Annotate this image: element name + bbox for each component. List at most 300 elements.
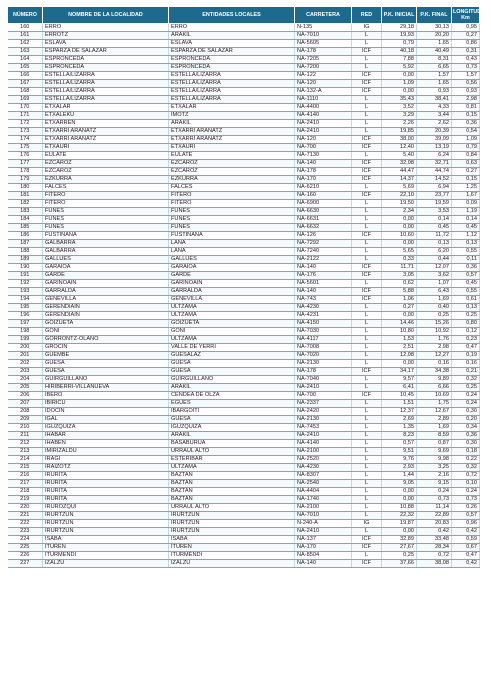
cell-carretera: NA-6900 — [295, 200, 352, 208]
cell-pk-inicial: 1,44 — [382, 472, 417, 480]
cell-pk-inicial: 0,00 — [382, 224, 417, 232]
cell-entidades: IRURTZUN — [169, 528, 295, 536]
cell-pk-final: 6,43 — [417, 288, 452, 296]
cell-pk-final: 9,69 — [417, 448, 452, 456]
cell-localidad: IHABAR — [43, 432, 169, 440]
cell-carretera: NA-4230 — [295, 304, 352, 312]
cell-red: ICF — [352, 368, 382, 376]
cell-pk-final: 34,38 — [417, 368, 452, 376]
cell-numero: 181 — [8, 192, 43, 200]
cell-localidad: GALBARRA — [43, 240, 169, 248]
cell-carretera: NA-4117 — [295, 336, 352, 344]
cell-pk-inicial: 29,18 — [382, 24, 417, 32]
cell-red: L — [352, 384, 382, 392]
cell-pk-final: 30,13 — [417, 24, 452, 32]
cell-pk-final: 8,59 — [417, 432, 452, 440]
cell-localidad: ESTELLA/LIZARRA — [43, 96, 169, 104]
cell-red: L — [352, 488, 382, 496]
cell-localidad: ESPRONCEDA — [43, 56, 169, 64]
cell-longitud: 0,32 — [452, 464, 480, 472]
cell-entidades: EZCÁROZ — [169, 168, 295, 176]
cell-red: L — [352, 504, 382, 512]
cell-red: L — [352, 120, 382, 128]
cell-longitud: 0,57 — [452, 512, 480, 520]
cell-numero: 205 — [8, 384, 43, 392]
cell-red: L — [352, 408, 382, 416]
cell-localidad: IMIRIZALDU — [43, 448, 169, 456]
cell-entidades: ITURMENDI — [169, 552, 295, 560]
table-body — [8, 24, 480, 568]
header-carretera: CARRETERA — [295, 7, 352, 24]
cell-pk-final: 9,98 — [417, 456, 452, 464]
cell-carretera: NA-8504 — [295, 552, 352, 560]
table-row — [8, 192, 480, 200]
cell-pk-final: 11,72 — [417, 232, 452, 240]
cell-localidad: IRURITA — [43, 480, 169, 488]
cell-red: ICF — [352, 48, 382, 56]
cell-pk-final: 40,49 — [417, 48, 452, 56]
table-row — [8, 248, 480, 256]
cell-red: L — [352, 512, 382, 520]
cell-numero: 193 — [8, 288, 43, 296]
cell-pk-final: 14,52 — [417, 176, 452, 184]
cell-localidad: IRAGI — [43, 456, 169, 464]
cell-pk-inicial: 38,00 — [382, 136, 417, 144]
table-row — [8, 552, 480, 560]
table-row — [8, 176, 480, 184]
cell-red: L — [352, 152, 382, 160]
table-row — [8, 144, 480, 152]
cell-localidad: IGAL — [43, 416, 169, 424]
cell-numero: 183 — [8, 208, 43, 216]
cell-numero: 197 — [8, 320, 43, 328]
cell-pk-inicial: 10,80 — [382, 328, 417, 336]
cell-entidades: ETXALAR — [169, 104, 295, 112]
cell-longitud: 0,14 — [452, 216, 480, 224]
cell-numero: 165 — [8, 64, 43, 72]
cell-numero: 189 — [8, 256, 43, 264]
cell-longitud: 0,63 — [452, 160, 480, 168]
cell-pk-final: 1,57 — [417, 72, 452, 80]
cell-pk-inicial: 27,67 — [382, 544, 417, 552]
cell-red: IG — [352, 520, 382, 528]
cell-red: ICF — [352, 288, 382, 296]
cell-localidad: FUSTIÑANA — [43, 232, 169, 240]
cell-longitud: 1,67 — [452, 192, 480, 200]
cell-entidades: EZKURRA — [169, 176, 295, 184]
cell-pk-inicial: 14,46 — [382, 320, 417, 328]
header-pk-final: P.K. FINAL — [417, 7, 452, 24]
cell-numero: 167 — [8, 80, 43, 88]
cell-carretera: NA-120 — [295, 80, 352, 88]
cell-numero: 182 — [8, 200, 43, 208]
cell-carretera: NA-2122 — [295, 256, 352, 264]
cell-pk-final: 0,25 — [417, 312, 452, 320]
cell-carretera: NA-2520 — [295, 456, 352, 464]
cell-longitud: 0,16 — [452, 360, 480, 368]
table-row — [8, 136, 480, 144]
table-row — [8, 184, 480, 192]
table-row — [8, 456, 480, 464]
cell-pk-inicial: 0,79 — [382, 40, 417, 48]
cell-red: ICF — [352, 544, 382, 552]
cell-longitud: 1,19 — [452, 208, 480, 216]
cell-numero: 172 — [8, 120, 43, 128]
cell-pk-inicial: 3,05 — [382, 272, 417, 280]
cell-carretera: NA-176 — [295, 272, 352, 280]
table-row — [8, 256, 480, 264]
cell-carretera: NA-4230 — [295, 464, 352, 472]
cell-entidades: GENEVILLA — [169, 296, 295, 304]
cell-pk-final: 0,16 — [417, 360, 452, 368]
cell-pk-final: 20,39 — [417, 128, 452, 136]
cell-localidad: EZCÁROZ — [43, 160, 169, 168]
cell-pk-final: 32,71 — [417, 160, 452, 168]
cell-pk-final: 3,53 — [417, 208, 452, 216]
table-row — [8, 56, 480, 64]
cell-carretera: NA-2410 — [295, 128, 352, 136]
cell-numero: 187 — [8, 240, 43, 248]
cell-localidad: GORRONTZ-OLANO — [43, 336, 169, 344]
cell-numero: 162 — [8, 40, 43, 48]
table-header — [8, 7, 480, 24]
cell-entidades: ULTZAMA — [169, 464, 295, 472]
cell-entidades: ARAKIL — [169, 120, 295, 128]
cell-longitud: 0,67 — [452, 544, 480, 552]
cell-pk-final: 3,25 — [417, 464, 452, 472]
cell-numero: 209 — [8, 416, 43, 424]
cell-longitud: 0,36 — [452, 264, 480, 272]
cell-localidad: GARAIOA — [43, 264, 169, 272]
table-row — [8, 496, 480, 504]
table-row — [8, 488, 480, 496]
cell-red: L — [352, 128, 382, 136]
cell-longitud: 0,55 — [452, 288, 480, 296]
table-row — [8, 544, 480, 552]
table-row — [8, 200, 480, 208]
cell-localidad: ETXARREN — [43, 120, 169, 128]
cell-localidad: GALLUÉS — [43, 256, 169, 264]
cell-longitud: 0,55 — [452, 248, 480, 256]
cell-longitud: 0,72 — [452, 472, 480, 480]
cell-red: L — [352, 40, 382, 48]
cell-red: L — [352, 312, 382, 320]
cell-localidad: HIRIBERRI-VILLANUEVA — [43, 384, 169, 392]
cell-numero: 227 — [8, 560, 43, 568]
cell-carretera: NA-1110 — [295, 96, 352, 104]
cell-pk-inicial: 0,27 — [382, 304, 417, 312]
cell-pk-inicial: 1,35 — [382, 424, 417, 432]
table-row — [8, 328, 480, 336]
cell-carretera: NA-4400 — [295, 104, 352, 112]
cell-entidades: BASABURUA — [169, 440, 295, 448]
cell-pk-final: 0,24 — [417, 488, 452, 496]
cell-localidad: ISABA — [43, 536, 169, 544]
cell-entidades: FUNES — [169, 208, 295, 216]
cell-entidades: ESPARZA DE SALAZAR — [169, 48, 295, 56]
cell-pk-inicial: 44,47 — [382, 168, 417, 176]
cell-localidad: IDOCIN — [43, 408, 169, 416]
cell-carretera: N-240-A — [295, 520, 352, 528]
cell-entidades: GALLUÉS — [169, 256, 295, 264]
cell-localidad: GERENDIAIN — [43, 312, 169, 320]
cell-entidades: ARAKIL — [169, 32, 295, 40]
cell-entidades: ERRO — [169, 24, 295, 32]
cell-pk-inicial: 0,57 — [382, 440, 417, 448]
cell-carretera: NA-2420 — [295, 408, 352, 416]
header-red: RED — [352, 7, 382, 24]
cell-red: L — [352, 248, 382, 256]
cell-pk-final: 0,13 — [417, 240, 452, 248]
cell-pk-final: 1,69 — [417, 296, 452, 304]
cell-localidad: GUEMBE — [43, 352, 169, 360]
table-row — [8, 440, 480, 448]
cell-longitud: 0,59 — [452, 536, 480, 544]
cell-pk-final: 28,34 — [417, 544, 452, 552]
cell-carretera: NA-140 — [295, 288, 352, 296]
cell-pk-inicial: 19,93 — [382, 32, 417, 40]
cell-longitud: 0,95 — [452, 24, 480, 32]
cell-numero: 194 — [8, 296, 43, 304]
cell-entidades: ARAKIL — [169, 384, 295, 392]
table-row — [8, 368, 480, 376]
cell-red: L — [352, 376, 382, 384]
table-row — [8, 336, 480, 344]
cell-red: ICF — [352, 160, 382, 168]
cell-red: ICF — [352, 264, 382, 272]
table-row — [8, 288, 480, 296]
cell-entidades: BAZTAN — [169, 472, 295, 480]
cell-numero: 208 — [8, 408, 43, 416]
cell-entidades: GARRALDA — [169, 288, 295, 296]
cell-pk-inicial: 19,87 — [382, 520, 417, 528]
cell-longitud: 0,19 — [452, 352, 480, 360]
table-row — [8, 48, 480, 56]
table-row — [8, 88, 480, 96]
table-row — [8, 472, 480, 480]
cell-pk-inicial: 11,71 — [382, 264, 417, 272]
cell-numero: 221 — [8, 512, 43, 520]
cell-numero: 190 — [8, 264, 43, 272]
cell-pk-final: 6,94 — [417, 184, 452, 192]
cell-entidades: GÜESA — [169, 368, 295, 376]
cell-pk-final: 2,89 — [417, 416, 452, 424]
cell-numero: 176 — [8, 152, 43, 160]
cell-entidades: EZCÁROZ — [169, 160, 295, 168]
cell-localidad: GARÍNOAIN — [43, 280, 169, 288]
cell-red: L — [352, 32, 382, 40]
cell-carretera: NA-2337 — [295, 400, 352, 408]
cell-entidades: ESPRONCEDA — [169, 56, 295, 64]
cell-localidad: ETXALAR — [43, 104, 169, 112]
cell-localidad: ITUREN — [43, 544, 169, 552]
table-row — [8, 40, 480, 48]
cell-localidad: GERENDIAIN — [43, 304, 169, 312]
cell-longitud: 0,25 — [452, 384, 480, 392]
cell-carretera: NA-2100 — [295, 504, 352, 512]
cell-pk-inicial: 5,69 — [382, 184, 417, 192]
cell-numero: 199 — [8, 336, 43, 344]
table-row — [8, 512, 480, 520]
cell-carretera: NA-137 — [295, 536, 352, 544]
cell-longitud: 0,36 — [452, 120, 480, 128]
header-numero: NÚMERO — [8, 7, 43, 24]
cell-carretera: NA-140 — [295, 264, 352, 272]
cell-localidad: IRURITA — [43, 488, 169, 496]
cell-carretera: NA-700 — [295, 144, 352, 152]
table-row — [8, 504, 480, 512]
cell-localidad: GOÑI — [43, 328, 169, 336]
cell-pk-inicial: 12,08 — [382, 352, 417, 360]
table-row — [8, 376, 480, 384]
cell-numero: 202 — [8, 360, 43, 368]
cell-longitud: 0,47 — [452, 344, 480, 352]
cell-entidades: IGÚZQUIZA — [169, 424, 295, 432]
cell-pk-final: 12,67 — [417, 408, 452, 416]
cell-longitud: 0,15 — [452, 112, 480, 120]
header-localidad: NOMBRE DE LA LOCALIDAD — [43, 7, 169, 24]
cell-red: L — [352, 456, 382, 464]
cell-entidades: ESPRONCEDA — [169, 64, 295, 72]
cell-numero: 210 — [8, 424, 43, 432]
cell-pk-final: 0,73 — [417, 496, 452, 504]
cell-longitud: 0,30 — [452, 408, 480, 416]
cell-numero: 164 — [8, 56, 43, 64]
cell-pk-final: 9,89 — [417, 376, 452, 384]
cell-longitud: 0,73 — [452, 64, 480, 72]
cell-entidades: ETXAURI — [169, 144, 295, 152]
cell-carretera: NA-6632 — [295, 224, 352, 232]
table-row — [8, 352, 480, 360]
cell-longitud: 0,45 — [452, 280, 480, 288]
cell-pk-final: 9,15 — [417, 480, 452, 488]
cell-entidades: LANA — [169, 240, 295, 248]
cell-longitud: 0,96 — [452, 520, 480, 528]
cell-longitud: 0,42 — [452, 528, 480, 536]
cell-numero: 214 — [8, 456, 43, 464]
cell-localidad: IHABEN — [43, 440, 169, 448]
cell-pk-final: 22,89 — [417, 512, 452, 520]
cell-entidades: ITUREN — [169, 544, 295, 552]
cell-longitud: 0,10 — [452, 480, 480, 488]
cell-pk-inicial: 19,85 — [382, 128, 417, 136]
cell-pk-inicial: 34,17 — [382, 368, 417, 376]
cell-longitud: 0,15 — [452, 176, 480, 184]
cell-red: L — [352, 496, 382, 504]
cell-pk-inicial: 19,50 — [382, 200, 417, 208]
cell-carretera: NA-7030 — [295, 328, 352, 336]
cell-carretera: NA-7130 — [295, 152, 352, 160]
cell-red: IG — [352, 24, 382, 32]
table-row — [8, 128, 480, 136]
cell-pk-inicial: 5,92 — [382, 64, 417, 72]
cell-carretera: NA-6210 — [295, 184, 352, 192]
cell-longitud: 0,56 — [452, 80, 480, 88]
table-row — [8, 408, 480, 416]
cell-entidades: IRURTZUN — [169, 512, 295, 520]
cell-pk-final: 1,75 — [417, 400, 452, 408]
cell-longitud: 0,73 — [452, 496, 480, 504]
cell-numero: 201 — [8, 352, 43, 360]
cell-red: ICF — [352, 560, 382, 568]
cell-pk-inicial: 1,53 — [382, 336, 417, 344]
cell-red: ICF — [352, 72, 382, 80]
cell-carretera: NA-7200 — [295, 64, 352, 72]
cell-carretera: NA-140 — [295, 560, 352, 568]
cell-carretera: NA-2540 — [295, 480, 352, 488]
cell-longitud: 0,34 — [452, 424, 480, 432]
cell-carretera: NA-7205 — [295, 56, 352, 64]
cell-pk-final: 2,62 — [417, 120, 452, 128]
cell-carretera: NA-170 — [295, 544, 352, 552]
cell-entidades: BAZTAN — [169, 488, 295, 496]
cell-red: L — [352, 104, 382, 112]
cell-pk-inicial: 9,05 — [382, 480, 417, 488]
cell-carretera: NA-7292 — [295, 240, 352, 248]
cell-longitud: 0,30 — [452, 440, 480, 448]
cell-numero: 225 — [8, 544, 43, 552]
cell-pk-inicial: 0,25 — [382, 552, 417, 560]
cell-red: L — [352, 328, 382, 336]
cell-longitud: 0,43 — [452, 56, 480, 64]
cell-localidad: IRURITA — [43, 472, 169, 480]
cell-carretera: NA-2410 — [295, 432, 352, 440]
cell-entidades: BAZTAN — [169, 496, 295, 504]
cell-numero: 213 — [8, 448, 43, 456]
cell-longitud: 0,20 — [452, 416, 480, 424]
cell-red: ICF — [352, 144, 382, 152]
cell-numero: 169 — [8, 96, 43, 104]
cell-pk-final: 44,74 — [417, 168, 452, 176]
cell-numero: 160 — [8, 24, 43, 32]
cell-localidad: EZKURRA — [43, 176, 169, 184]
cell-carretera: NA-7010 — [295, 512, 352, 520]
cell-carretera: NA-743 — [295, 296, 352, 304]
cell-numero: 192 — [8, 280, 43, 288]
cell-longitud: 0,54 — [452, 128, 480, 136]
cell-pk-inicial: 5,40 — [382, 152, 417, 160]
cell-entidades: IMOTZ — [169, 112, 295, 120]
cell-carretera: NA-2100 — [295, 448, 352, 456]
table-row — [8, 360, 480, 368]
cell-entidades: FITERO — [169, 192, 295, 200]
cell-entidades: FUSTIÑANA — [169, 232, 295, 240]
cell-pk-final: 23,77 — [417, 192, 452, 200]
cell-red: L — [352, 96, 382, 104]
cell-red: L — [352, 280, 382, 288]
cell-entidades: GARDE — [169, 272, 295, 280]
cell-localidad: FUNES — [43, 208, 169, 216]
cell-localidad: FITERO — [43, 200, 169, 208]
cell-pk-inicial: 7,88 — [382, 56, 417, 64]
cell-pk-inicial: 3,52 — [382, 104, 417, 112]
cell-red: L — [352, 400, 382, 408]
cell-pk-final: 38,41 — [417, 96, 452, 104]
cell-pk-inicial: 0,62 — [382, 280, 417, 288]
cell-numero: 217 — [8, 480, 43, 488]
table-row — [8, 96, 480, 104]
cell-numero: 179 — [8, 176, 43, 184]
table-row — [8, 480, 480, 488]
cell-localidad: IRURTZUN — [43, 528, 169, 536]
cell-pk-inicial: 12,40 — [382, 144, 417, 152]
cell-carretera: NA-2130 — [295, 360, 352, 368]
cell-localidad: GALBARRA — [43, 248, 169, 256]
cell-numero: 196 — [8, 312, 43, 320]
cell-longitud: 0,32 — [452, 376, 480, 384]
table-row — [8, 208, 480, 216]
cell-pk-final: 13,19 — [417, 144, 452, 152]
